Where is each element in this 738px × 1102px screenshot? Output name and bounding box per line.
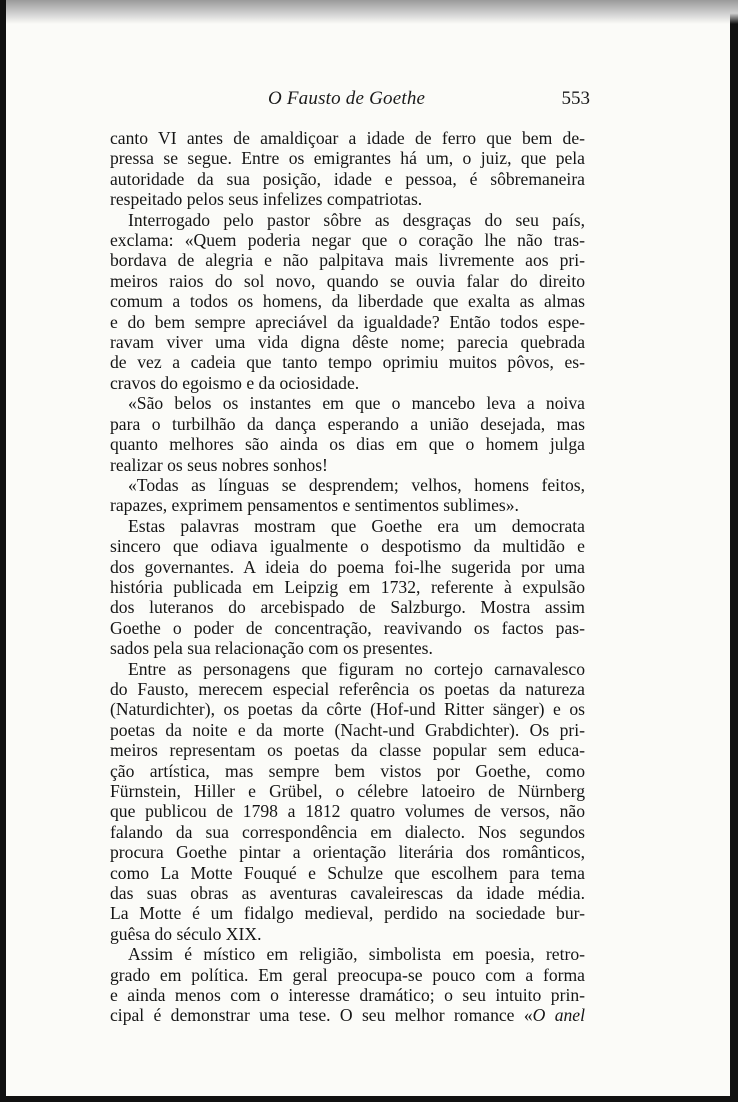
text-line: autoridade da sua posição, idade e pessoa, é sôbremaneira [110, 168, 585, 189]
text-line: dos luteranos do arcebispado de Salzburgo. Mostra assim [110, 597, 585, 618]
text-line: sados pela sua relacionação com os presentes. [110, 638, 433, 659]
page-header [110, 88, 590, 114]
text-line: (Naturdichter), os poetas da côrte (Hof-und Ritter sänger) e os [110, 699, 585, 720]
text-line: falando da sua correspondência em dialecto. Nos segundos [110, 821, 585, 842]
text-line: rapazes, exprimem pensamentos e sentimentos sublimes». [110, 495, 519, 516]
text-line: história publicada em Leipzig em 1732, referente à expulsão [110, 576, 585, 597]
text-line: meiros representam os poetas da classe popular sem educa- [110, 740, 585, 761]
running-title: O Fausto de Goethe [268, 88, 426, 109]
text-line: procura Goethe pintar a orientação literária dos românticos, [110, 842, 585, 863]
paragraph [110, 944, 585, 1026]
paragraph [110, 475, 585, 516]
text-line: de vez a cadeia que tanto tempo oprimiu muitos pôvos, es- [110, 352, 585, 373]
paragraph [110, 128, 585, 210]
text-line: e do bem sempre apreciável da igualdade? Então todos espe- [110, 311, 585, 332]
text-line: Fürnstein, Hiller e Grübel, o célebre latoeiro de Nürnberg [110, 781, 585, 801]
text-line: Goethe o poder de concentração, reavivando os factos pas- [110, 617, 585, 638]
text-line: comum a todos os homens, da liberdade que exalta as almas [110, 291, 585, 312]
text-line: realizar os seus nobres sonhos! [110, 454, 328, 475]
text-line: poetas da noite e da morte (Nacht-und Grabdichter). Os pri- [110, 719, 585, 740]
paragraph [110, 516, 585, 659]
text-line: «Todas as línguas se desprendem; velhos, homens feitos, [128, 474, 585, 495]
paragraph [110, 393, 585, 475]
text-line: pressa se segue. Entre os emigrantes há um, o juiz, que pela [110, 148, 585, 169]
text-line: quanto melhores são ainda os dias em que o homem julga [110, 434, 585, 455]
text-line: do Fausto, merecem especial referência os poetas da natureza [110, 678, 585, 699]
text-line: meiros raios do sol novo, quando se ouvia falar do direito [110, 270, 585, 291]
text-line: cravos do egoismo e da ociosidade. [110, 372, 360, 393]
text-line: guêsa do século XIX. [110, 923, 262, 944]
text-line: bordava de alegria e não palpitava mais livremente aos pri- [110, 250, 585, 271]
text-line: Estas palavras mostram que Goethe era um democrata [128, 515, 585, 536]
text-line: que publicou de 1798 a 1812 quatro volumes de versos, não [110, 801, 585, 822]
text-line: como La Motte Fouqué e Schulze que escolhem para tema [110, 862, 585, 883]
text-line: grado em política. Em geral preocupa-se pouco com a forma [110, 964, 585, 985]
text-line-start: cipal é demonstrar uma tese. O seu melhor romance « [110, 1005, 533, 1026]
text-line: exclama: «Quem poderia negar que o coração lhe não tras- [110, 230, 585, 251]
paragraph [110, 659, 585, 945]
scan-shadow [6, 0, 738, 24]
text-line: ravam viver uma vida digna dêste nome; parecia quebrada [110, 332, 585, 353]
text-line: e ainda menos com o interesse dramático; o seu intuito prin- [110, 985, 585, 1006]
page-number: 553 [561, 88, 590, 109]
text-line: canto VI antes de amaldiçoar a idade de ferro que bem de- [110, 128, 585, 148]
paragraph [110, 210, 585, 394]
text-line-final [110, 1005, 585, 1025]
text-line: sincero que odiava igualmente o despotismo da multidão e [110, 536, 585, 557]
text-line: das suas obras as aventuras cavaleirescas da idade média. [110, 883, 585, 904]
text-line: La Motte é um fidalgo medieval, perdido na sociedade bur- [110, 903, 585, 924]
text-line: Assim é místico em religião, simbolista em poesia, retro- [128, 944, 585, 965]
text-line: ção artística, mas sempre bem vistos por Goethe, como [110, 760, 585, 781]
text-line: Interrogado pelo pastor sôbre as desgraças do seu país, [128, 209, 585, 230]
body-text [110, 128, 585, 1026]
text-line: Entre as personagens que figuram no cortejo carnavalesco [128, 658, 585, 679]
text-line: para o turbilhão da dança esperando a união desejada, mas [110, 413, 585, 434]
italic-title-fragment: O anel [532, 1005, 585, 1026]
text-line: respeitado pelos seus infelizes compatriotas. [110, 189, 423, 210]
text-line: «São belos os instantes em que o mancebo leva a noiva [128, 393, 585, 414]
text-line: dos governantes. A ideia do poema foi-lhe sugerida por uma [110, 556, 585, 577]
